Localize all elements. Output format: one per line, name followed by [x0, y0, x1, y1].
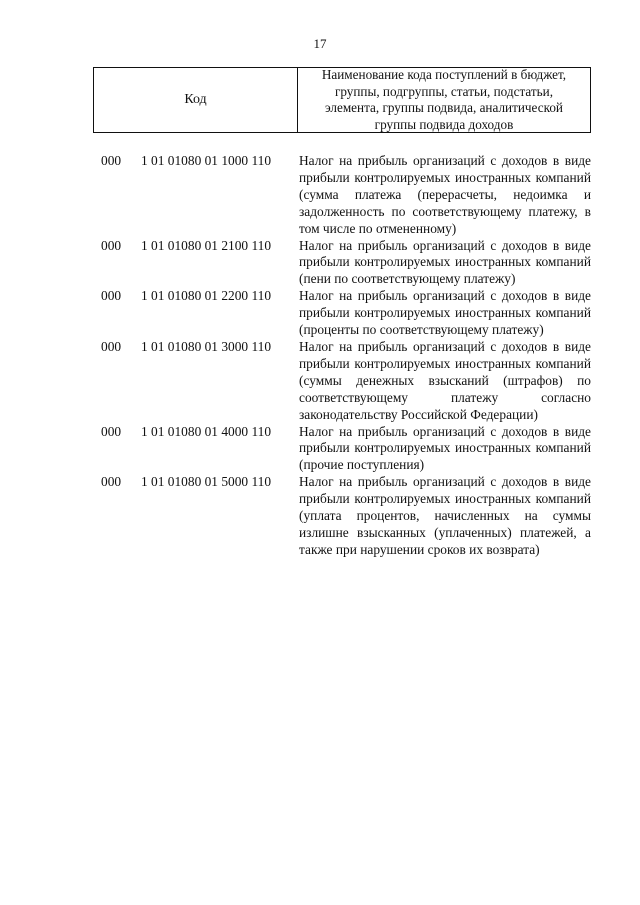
header-code-label: Код: [94, 68, 298, 132]
admin-code: 000: [101, 237, 122, 253]
revenue-code: 1 01 01080 01 4000 110: [141, 423, 272, 439]
revenue-code: 1 01 01080 01 2200 110: [141, 288, 272, 304]
table-row: [101, 424, 591, 475]
table-row: [101, 339, 591, 424]
table-row: [101, 474, 591, 559]
admin-code: 000: [101, 423, 122, 439]
table-row: [101, 288, 591, 339]
revenue-code: 1 01 01080 01 2100 110: [141, 237, 272, 253]
revenue-description: Налог на прибыль организаций с доходов в виде прибыли контролируемых иностранных компаний (прочие поступления): [299, 423, 591, 473]
admin-code: 000: [101, 474, 122, 490]
revenue-description: Налог на прибыль организаций с доходов в виде прибыли контролируемых иностранных компаний (суммы денежных взысканий (штрафов) по соответствующему платежу согласно законодательству Российской Федерации): [299, 338, 591, 422]
page-number: 17: [313, 36, 327, 51]
revenue-description: Налог на прибыль организаций с доходов в виде прибыли контролируемых иностранных компаний (пени по соответствующему платежу): [299, 237, 591, 287]
header-name-label: Наименование кода поступлений в бюджет, группы, подгруппы, статьи, подстатьи, элемента, группы подвида, аналитической группы подвида доходов: [321, 67, 567, 132]
table-header: [93, 67, 591, 133]
admin-code: 000: [101, 338, 122, 354]
revenue-description: Налог на прибыль организаций с доходов в виде прибыли контролируемых иностранных компаний (сумма платежа (перерасчеты, недоимка и задолженность по соответствующему платежу, в том числе по отмененному): [299, 153, 591, 236]
admin-code: 000: [101, 288, 122, 304]
table-body: [101, 153, 591, 559]
table-row: [101, 153, 591, 238]
table-row: [101, 238, 591, 289]
revenue-description: Налог на прибыль организаций с доходов в виде прибыли контролируемых иностранных компаний (уплата процентов, начисленных на суммы излишне взысканных (уплаченных) платежей, а также при нарушении сроков их возврата): [299, 474, 591, 557]
revenue-description: Налог на прибыль организаций с доходов в виде прибыли контролируемых иностранных компаний (проценты по соответствующему платежу): [299, 288, 591, 338]
revenue-code: 1 01 01080 01 1000 110: [141, 153, 272, 168]
revenue-code: 1 01 01080 01 3000 110: [141, 338, 272, 354]
revenue-code: 1 01 01080 01 5000 110: [141, 474, 272, 490]
admin-code: 000: [101, 153, 122, 168]
